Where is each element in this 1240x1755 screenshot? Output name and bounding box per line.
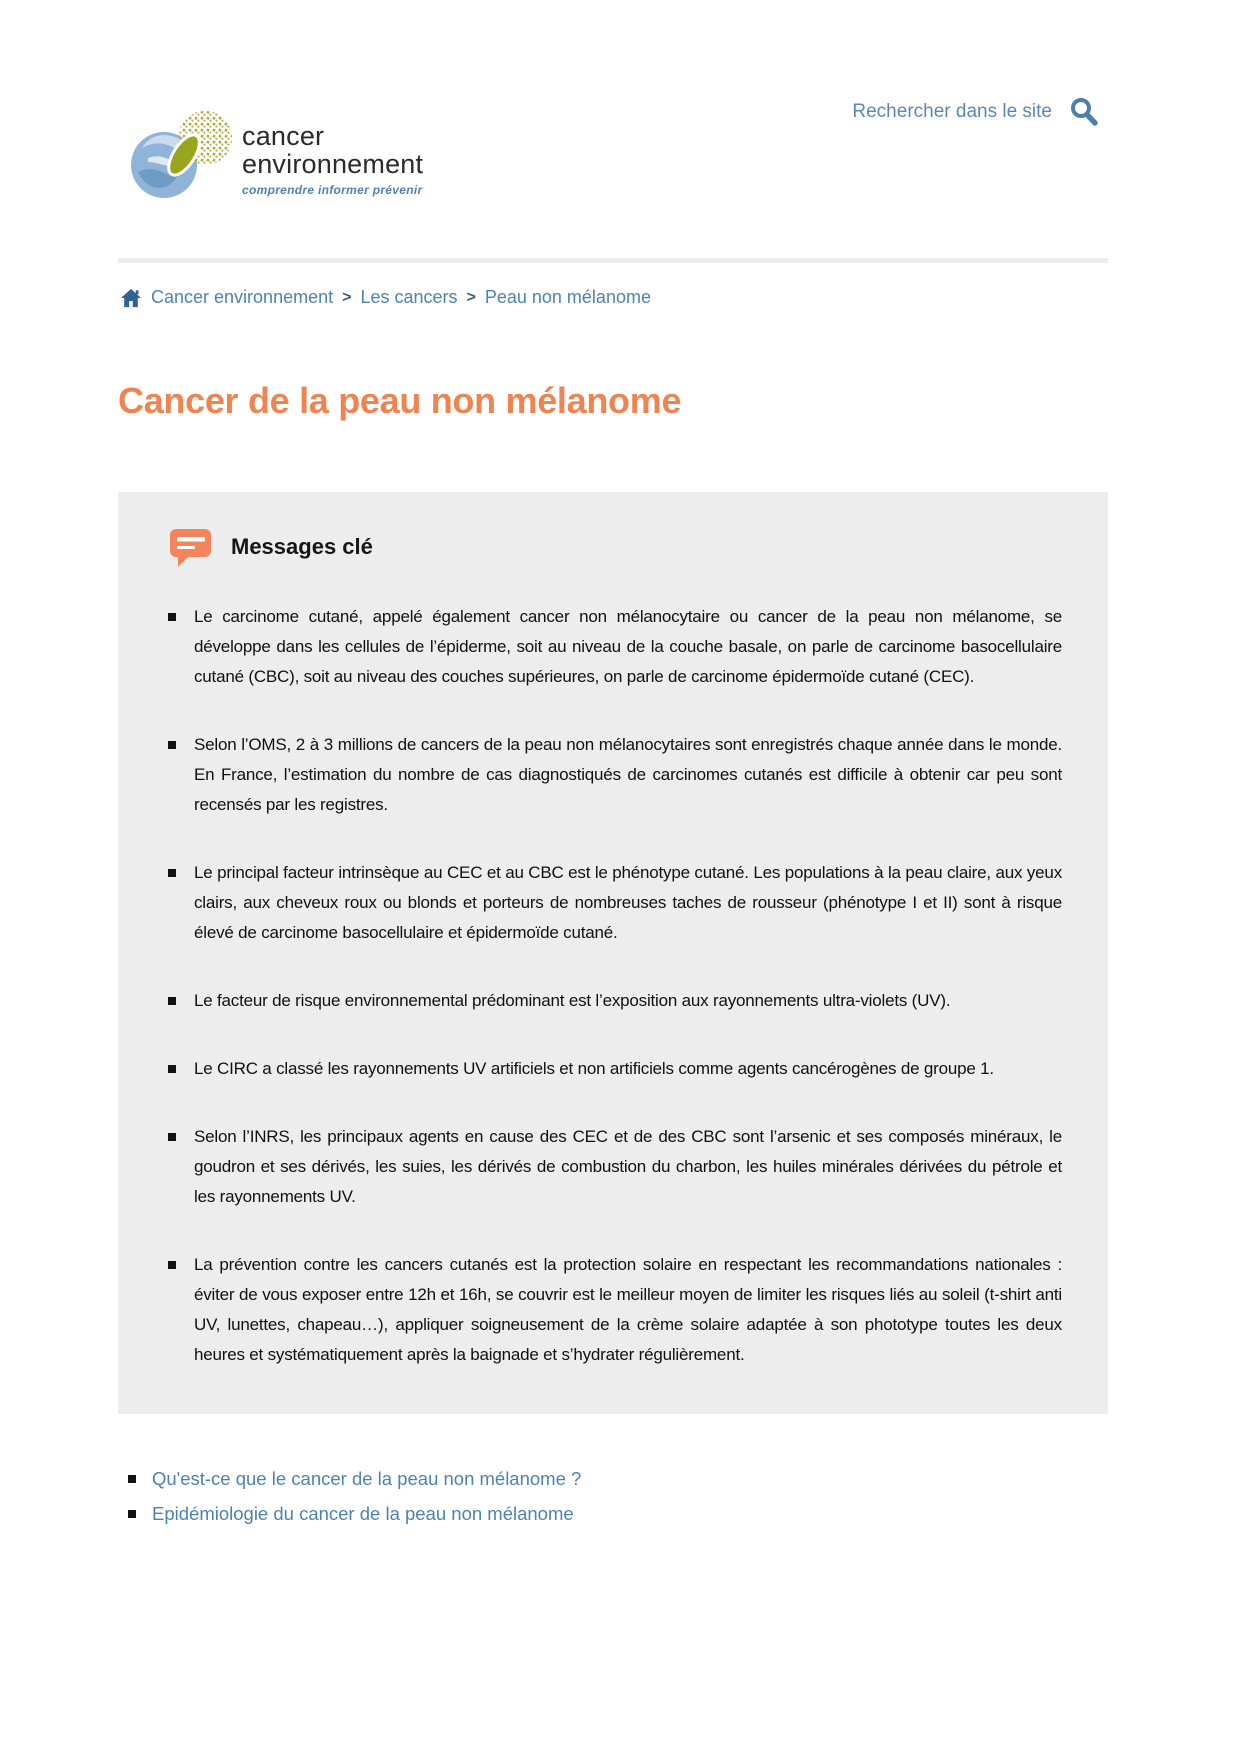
bullet-square-icon — [168, 997, 176, 1005]
key-message-text: Selon l’INRS, les principaux agents en cause des CEC et de des CBC sont l’arsenic et ses composés minéraux, le goudron et ses dérivés, les suies, les dérivés de combustion du charbon, les huiles minérales dérivées du pétrole et les rayonnements UV. — [194, 1127, 1062, 1206]
key-message-text: Le CIRC a classé les rayonnements UV artificiels et non artificiels comme agents cancérogènes de groupe 1. — [194, 1059, 994, 1078]
bullet-square-icon — [128, 1510, 136, 1518]
related-link-item — [128, 1501, 1240, 1527]
speech-bubble-icon — [168, 526, 213, 568]
bullet-square-icon — [168, 613, 176, 621]
bullet-square-icon — [168, 1261, 176, 1269]
bullet-square-icon — [168, 1133, 176, 1141]
logo-tagline: comprendre informer prévenir — [242, 183, 423, 197]
bullet-square-icon — [168, 1065, 176, 1073]
key-message-text: Le carcinome cutané, appelé également cancer non mélanocytaire ou cancer de la peau non mélanome, se développe dans les cellules de l’épiderme, soit au niveau de la couche basale, on parle de carcinome basocellulaire cutané (CBC), soit au niveau des couches supérieures, on parle de carcinome épidermoïde cutané (CEC). — [194, 607, 1062, 686]
logo-globe-icon — [128, 110, 234, 200]
breadcrumb-link[interactable]: Peau non mélanome — [484, 287, 651, 307]
related-link-item — [128, 1466, 1240, 1492]
key-messages-box — [118, 492, 1108, 1414]
breadcrumb-item — [151, 287, 360, 308]
key-message-text: Le principal facteur intrinsèque au CEC et au CBC est le phénotype cutané. Les populations à la peau claire, aux yeux clairs, aux cheveux roux ou blonds et porteurs de nombreuses taches de rousseur (phénotype I et II) sont à risque élevé de carcinome basocellulaire et épidermoïde cutané. — [194, 863, 1062, 942]
search-link[interactable]: Rechercher dans le site — [852, 101, 1052, 122]
breadcrumb-item — [360, 287, 484, 308]
bullet-square-icon — [128, 1475, 136, 1483]
key-message-text: Le facteur de risque environnemental prédominant est l’exposition aux rayonnements ultra-violets (UV). — [194, 991, 951, 1010]
search-icon[interactable] — [1068, 96, 1100, 128]
key-message-text: Selon l’OMS, 2 à 3 millions de cancers de la peau non mélanocytaires sont enregistrés chaque année dans le monde. En France, l’estimation du nombre de cas diagnostiqués de carcinomes cutanés est difficile à obtenir car peu sont recensés par les registres. — [194, 735, 1062, 814]
breadcrumb-item — [485, 287, 651, 308]
breadcrumb-separator: > — [342, 288, 352, 306]
breadcrumb-link[interactable]: Les cancers — [360, 287, 458, 307]
logo-text — [242, 122, 423, 197]
key-messages-header — [168, 526, 1062, 568]
key-message-item — [168, 1054, 1062, 1084]
related-link[interactable]: Qu'est-ce que le cancer de la peau non mélanome ? — [152, 1468, 582, 1489]
bullet-square-icon — [168, 741, 176, 749]
site-logo[interactable] — [128, 110, 423, 200]
key-message-item — [168, 602, 1062, 692]
site-header — [0, 0, 1240, 258]
key-message-text: La prévention contre les cancers cutanés est la protection solaire en respectant les recommandations nationales : éviter de vous exposer entre 12h et 16h, se couvrir est le meilleur moyen de limiter les risques liés au soleil (t-shirt anti UV, lunettes, chapeau…), appliquer soigneusement de la crème solaire adaptée à son phototype toutes les deux heures et systématiquement après la baignade et s’hydrater régulièrement. — [194, 1255, 1062, 1364]
key-message-item — [168, 1122, 1062, 1212]
key-messages-title: Messages clé — [231, 534, 373, 559]
key-message-item — [168, 730, 1062, 820]
home-icon[interactable] — [120, 288, 142, 308]
breadcrumb-link[interactable]: Cancer environnement — [151, 287, 334, 307]
key-message-item — [168, 986, 1062, 1016]
header-divider — [118, 258, 1108, 263]
logo-word-environnement: environnement — [242, 149, 424, 179]
key-message-item — [168, 858, 1062, 948]
bullet-square-icon — [168, 869, 176, 877]
key-message-item — [168, 1250, 1062, 1370]
breadcrumb-separator: > — [466, 288, 476, 306]
logo-word-cancer: cancer — [242, 121, 325, 151]
page-title: Cancer de la peau non mélanome — [118, 380, 682, 421]
related-link[interactable]: Epidémiologie du cancer de la peau non mélanome — [152, 1503, 574, 1524]
site-search — [852, 96, 1100, 128]
breadcrumb — [120, 287, 1240, 308]
